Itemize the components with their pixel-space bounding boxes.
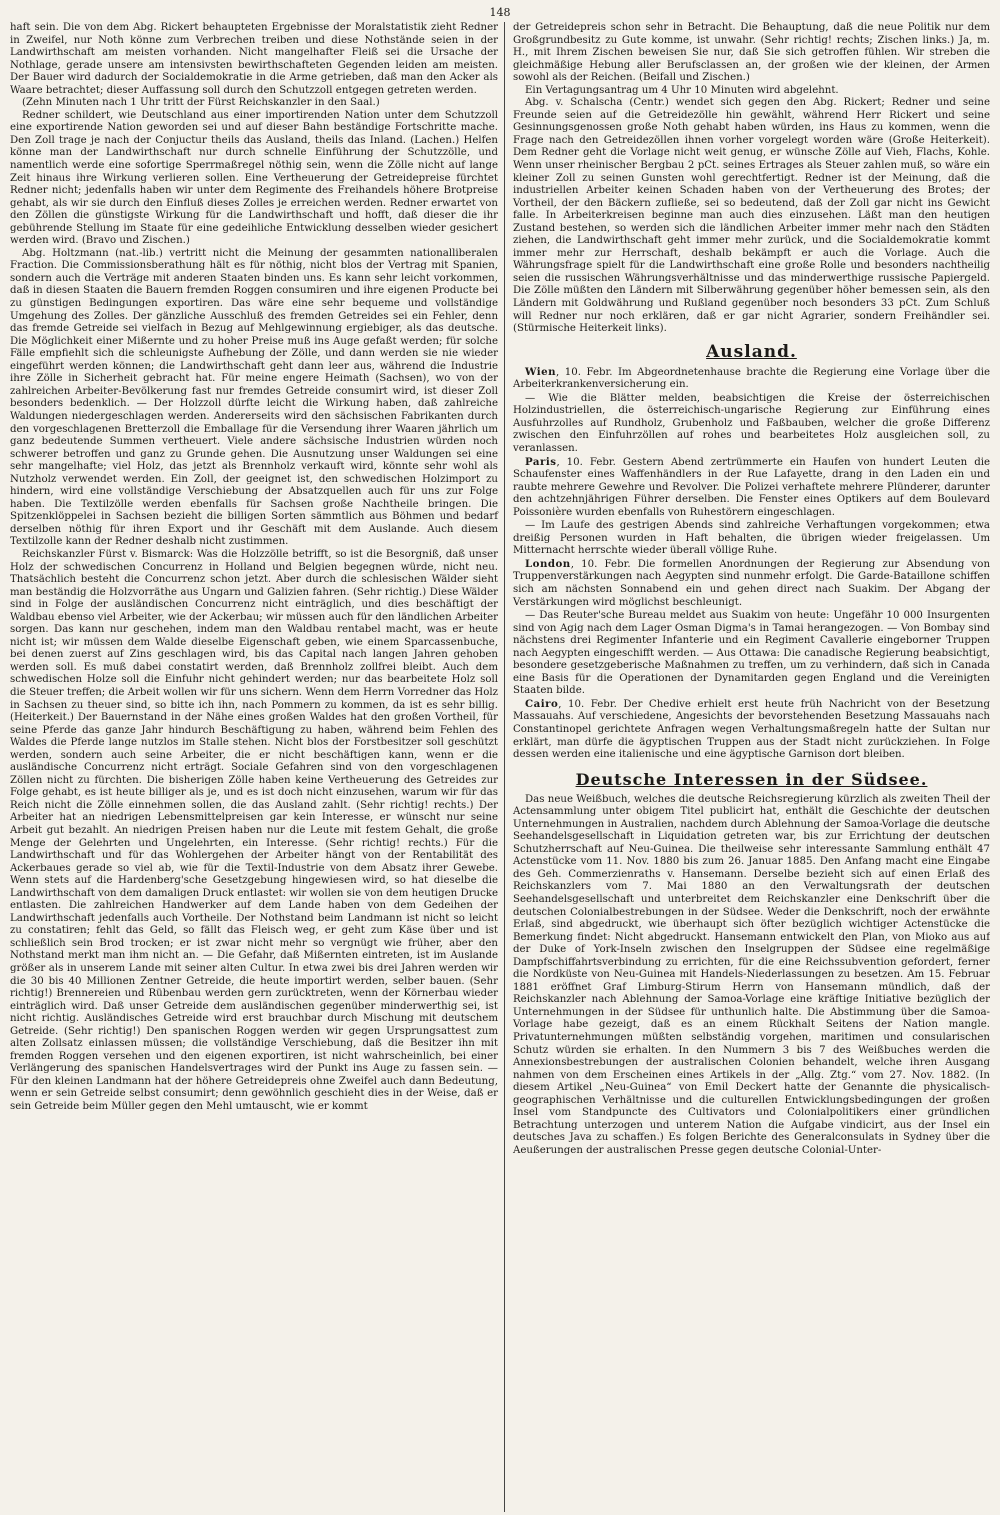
- news-text: , 10. Febr. Die formellen Anordnungen der Regierung zur Absendung von Truppenverstärkungen nach Aegypten sind nunmehr erfolgt. Die Garde-Bataillone schiffen sich am nächsten Sonnabend ein und gehen direct nach Suakim. Der Abgang der Verstärkungen wird möglichst beschleunigt.: [513, 558, 990, 608]
- right-column: [505, 22, 990, 1512]
- news-item: [513, 519, 990, 558]
- news-item: [513, 609, 990, 698]
- news-text: , 10. Febr. Im Abgeordnetenhause brachte die Regierung eine Vorlage über die Arbeiterkrankenversicherung ein.: [513, 366, 990, 391]
- news-text: — Das Reuter'sche Bureau meldet aus Suakim von heute: Ungefähr 10 000 Insurgenten sind von Agig nach dem Lager Osman Digma's in Tamai herangezogen. — Von Bombay sind nächstens drei Regimenter Infanterie und ein Regiment Cavallerie eingeborner Truppen nach Aegypten eingeschifft werden. — Aus Ottawa: Die canadische Regierung beabsichtigt, besondere gesetzgeberische Maßnahmen zu treffen, um zu verhindern, daß sich in Canada eine Basis für die Operationen der Dynamitarden gegen England und die Vereinigten Staaten bilde.: [513, 610, 990, 697]
- section-heading-ausland: Ausland.: [706, 341, 797, 362]
- news-place: Paris: [525, 455, 557, 468]
- section-heading-suedsee: Deutsche Interessen in der Südsee.: [575, 769, 928, 789]
- news-text: — Wie die Blätter melden, beabsichtigen die Kreise der österreichischen Holzindustriellen, die österreichisch-ungarische Regierung zur Einführung eines Ausfuhrzolles auf Rundholz, Grubenholz und Faßbauben, welcher die große Differenz zwischen den Einfuhrzöllen auf rohes und bearbeitetes Holz ausgleichen soll, zu veranlassen.: [513, 392, 990, 454]
- article-paragraph: Ein Vertagungsantrag um 4 Uhr 10 Minuten wird abgelehnt.: [525, 84, 839, 96]
- article-paragraph: Redner schildert, wie Deutschland aus einer importirenden Nation unter dem Schutzzoll eine exportirende Nation geworden sei und auf dieser Bahn beständige Fortschritte mache. Den Zoll trage je nach der Conjuctur theils das Ausland, theils das Inland. (Lachen.) Helfen könne man der Landwirthschaft nur durch schnelle Einführung der Schutzzölle, und namentlich werde eine sofortige Sperrmaßregel nöthig sein, wenn die Zölle nicht auf lange Zeit hinaus ihre Wirkung verlieren sollen. Eine Vertheuerung der Getreidepreise fürchtet Redner nicht; jedenfalls haben wir unter dem Regimente des Freihandels höhere Brotpreise gehabt, als wir sie durch den Einfluß dieses Zolles je erreichen werden. Redner erwartet von den Zöllen die günstigste Wirkung für die Landwirthschaft und hofft, daß dieser die ihr gebührende Stellung im Staate für eine gedeihliche Entwicklung desselben wieder gesichert werden wird. (Bravo und Zischen.): [10, 109, 498, 247]
- article-paragraph: Reichskanzler Fürst v. Bismarck: Was die Holzzölle betrifft, so ist die Besorgniß, daß unser Holz der schwedischen Concurrenz in Holland und Belgien begegnen würde, nicht neu. Thatsächlich besteht die Concurrenz schon jetzt. Aber durch die schlesischen Wälder sieht man beständig die Holzvorräthe aus Ungarn und Galizien fahren. (Sehr richtig.) Diese Wälder sind in Folge der ausländischen Concurrenz nicht einträglich, und dies beschäftigt der Waldbau ebenso viel Arbeiter, wie der Ackerbau; wir müssen auch für den ländlichen Arbeiter sorgen. Das kann nur geschehen, indem man den Waldbau rentabel macht, was er heute nicht ist; wir müssen dem Walde dieselbe Eigenschaft geben, wie einem Sparcassenbuche, bei denen zuerst auf Zins geschlagen wird, bis das Capital nach langen Jahren gehoben werden soll. Es muß dabei constatirt werden, daß Brennholz zollfrei bleibt. Auch dem schwedischen Holze soll die Einfuhr nicht gehindert werden; nur das bearbeitete Holz soll die Steuer treffen; die Arbeit wollen wir für uns sichern. Wenn dem Herrn Vorredner das Holz in Sachsen zu theuer sind, so bitte ich ihn, nach Pommern zu kommen, da ist es sehr billig. (Heiterkeit.) Der Bauernstand in der Nähe eines großen Waldes hat den großen Vortheil, für seine Pferde das ganze Jahr hindurch Beschäftigung zu haben, während beim Fehlen des Waldes die Pferde lange nutzlos im Stalle stehen. Nicht blos der Forstbesitzer soll geschützt werden, sondern auch seine Arbeiter, die er nicht beschäftigen kann, wenn er die ausländische Concurrenz nicht erträgt. Sociale Gefahren sind von den vorgeschlagenen Zöllen nicht zu fürchten. Die bisherigen Zölle haben keine Vertheuerung des Getreides zur Folge gehabt, es ist heute billiger als je, und es ist doch nicht einzusehen, warum wir für das Reich nicht die Zölle einnehmen sollen, die das Ausland zahlt. (Sehr richtig! rechts.) Der Arbeiter hat an niedrigen Lebensmittelpreisen gar kein Interesse, er wünscht nur seine Arbeit gut bezahlt. An niedrigen Preisen haben nur die Leute mit festem Gehalt, die große Menge der Gelehrten und Ungelehrten, ein Interesse. (Sehr richtig! rechts.) Für die Landwirthschaft und für das Wohlergehen der Arbeiter hängt von der Rentabilität des Ackerbaues gerade so viel ab, wie für die Textil-Industrie von dem Absatz ihrer Gewebe. Wenn stets auf die Hardenberg'sche Gesetzgebung hingewiesen wird, so hat dieselbe die Landwirthschaft von dem damaligen Druck entlastet: wir wollen sie von dem heutigen Drucke entlasten. Die zahlreichen Handwerker auf dem Lande haben von dem Gedeihen der Landwirthschaft jedenfalls auch Vortheile. Der Nothstand beim Landmann ist nicht so leicht zu constatiren; fehlt das Geld, so fällt das Fleisch weg, er geht zum Käse über und ist schließlich sein Brod trocken; er ist zwar nicht mehr so vergnügt wie früher, aber den Nothstand merkt man ihm nicht an. — Die Gefahr, daß Mißernten eintreten, ist im Auslande größer als in unserem Lande mit seiner alten Cultur. In etwa zwei bis drei Jahren werden wir die 30 bis 40 Millionen Zentner Getreide, die heute importirt werden, selber bauen. (Sehr richtig!) Brennereien und Rübenbau werden gern zurücktreten, wenn der Körnerbau wieder einträglich wird. Daß unser Getreide dem ausländischen gegenüber minderwerthig sei, ist nicht richtig. Ausländisches Getreide wird erst brauchbar durch Mischung mit deutschem Getreide. (Sehr richtig!) Den spanischen Roggen werden wir gegen Ursprungsattest zum alten Zollsatz einlassen müssen; die vollständige Verschiebung, daß die Besitzer ihn mit fremden Roggen versehen und den eigenen exportiren, ist nicht wahrscheinlich, bei einer Verlängerung des spanischen Handelsvertrages wird der Punkt ins Auge zu fassen sein. — Für den kleinen Landmann hat der höhere Getreidepreis ohne Zweifel auch dann Bedeutung, wenn er sein Getreide selbst consumirt; denn gewöhnlich geschieht dies in der Weise, daß er sein Getreide beim Müller gegen den Mehl umtauscht, wie er kommt: [10, 548, 498, 1113]
- news-place: Cairo: [525, 697, 559, 710]
- article-paragraph: Das neue Weißbuch, welches die deutsche Reichsregierung kürzlich als zweiten Theil der Actensammlung unter obigem Titel publicirt hat, enthält die Geschichte der deutschen Unternehmungen in Australien, nachdem durch Ablehnung der Samoa-Vorlage die deutsche Seehandelsgesellschaft in Liquidation getreten war, bis zur Errichtung der deutschen Schutzherrschaft auf Neu-Guinea. Die theilweise sehr interessante Sammlung enthält 47 Actenstücke vom 11. Nov. 1880 bis zum 26. Januar 1885. Den Anfang macht eine Eingabe des Geh. Commerzienraths v. Hansemann. Derselbe bezieht sich auf einen Erlaß des Reichskanzlers vom 7. Mai 1880 an den Verwaltungsrath der deutschen Seehandelsgesellschaft und unterbreitet dem Reichskanzler eine Denkschrift über die deutschen Colonialbestrebungen in der Südsee. Weder die Denkschrift, noch der erwähnte Erlaß, sind abgedruckt, wie überhaupt sich öfter bezüglich wichtiger Actenstücke die Bemerkung findet: Nicht abgedruckt. Hansemann entwickelt den Plan, von Mioko aus auf der Duke of York-Inseln zwischen den Inselgruppen der Südsee eine regelmäßige Dampfschiffahrtsverbindung zu errichten, für die eine Reichssubvention gefordert, ferner die Nordküste von Neu-Guinea mit Handels-Niederlassungen zu besetzen. Am 15. Februar 1881 eröffnet Graf Limburg-Stirum Herrn von Hansemann mündlich, daß der Reichskanzler nach Ablehnung der Samoa-Vorlage eine kräftige Initiative bezüglich der Unternehmungen in der Südsee für unthunlich halte. Die Abstimmung über die Samoa-Vorlage habe gezeigt, daß es an einem Rückhalt Seitens der Nation mangle. Privatunternehmungen müßten selbständig vorgehen, maritimen und consularischen Schutz würden sie erhalten. In den Nummern 3 bis 7 des Weißbuches werden die Annexionsbestrebungen der australischen Colonien behandelt, welche ihren Ausgang nahmen von dem Erscheinen eines Artikels in der „Allg. Ztg.“ vom 27. Nov. 1882. (In diesem Artikel „Neu-Guinea“ von Emil Deckert hatte der Genannte die physicalisch-geographischen Verhältnisse und die culturellen Entwicklungsbedingungen der großen Insel vom Standpuncte des Cultivators und Colonialpolitikers einer gründlichen Betrachtung unterzogen und unterem Nation die Aufgabe vindicirt, aus der Insel ein deutsches Java zu schaffen.) Es folgen Berichte des Generalconsulats in Sydney über die Aeußerungen der australischen Presse gegen deutsche Colonial-Unter-: [513, 793, 990, 1156]
- news-text: — Im Laufe des gestrigen Abends sind zahlreiche Verhaftungen vorgekommen; etwa dreißig Personen wurden in Haft behalten, die übrigen wieder freigelassen. Um Mitternacht herrschte wieder überall völlige Ruhe.: [513, 520, 990, 557]
- news-text: , 10. Febr. Der Chedive erhielt erst heute früh Nachricht von der Besetzung Massauahs. Auf verschiedene, Angesichts der bevorstehenden Besetzung Massauahs nach Constantinopel gerichtete Anfragen wegen Verhaltungsmaßregeln hatte der Sultan nur erklärt, man dürfe die ägyptischen Truppen aus der Stadt nicht zurückziehen. In Folge dessen werden eine italienische und eine ägyptische Garnison dort bleiben.: [513, 698, 990, 761]
- article-paragraph: (Zehn Minuten nach 1 Uhr tritt der Fürst Reichskanzler in den Saal.): [22, 97, 380, 109]
- news-item: [513, 456, 990, 520]
- article-paragraph: haft sein. Die von dem Abg. Rickert behaupteten Ergebnisse der Moralstatistik zieht Redner in Zweifel, nur Noth könne zum Verbrechen treiben und diese Nothstände seien in der Landwirthschaft am meisten vorhanden. Nicht mangelhafter Fleiß sei die Ursache der Nothlage, gerade unsere am intensivsten bewirthschafteten Gegenden leiden am meisten. Der Bauer wird dadurch der Socialdemokratie in die Arme getrieben, daß man den Acker als Waare betrachtet; dieser Auffassung soll durch den Schutzzoll entgegen getreten werden.: [10, 22, 498, 96]
- news-item: [513, 366, 990, 392]
- article-paragraph: Abg. v. Schalscha (Centr.) wendet sich gegen den Abg. Rickert; Redner und seine Freunde seien auf die Getreidezölle hin gewählt, während Herr Rickert und seine Gesinnungsgenossen große Noth gehabt haben würden, ins Haus zu kommen, wenn die Frage nach den Getreidezöllen ihnen vorher vorgelegt worden wäre (Große Heiterkeit). Dem Redner geht die Vorlage nicht weit genug, er wünsche Zölle auf Vieh, Flachs, Kohle. Wenn unser rheinischer Bergbau 2 pCt. seines Ertrages als Steuer zahlen muß, so wäre ein kleiner Zoll zu seinen Gunsten wohl gerechtfertigt. Redner ist der Meinung, daß die industriellen Arbeiter keinen Schaden haben von der Vertheuerung des Brotes; der Vortheil, der den Bäckern zufließe, sei so bedeutend, daß der Zoll gar nicht ins Gewicht falle. In Arbeiterkreisen beginne man auch dies einzusehen. Läßt man den heutigen Zustand bestehen, so werden sich die ländlichen Arbeiter immer mehr nach den Städten ziehen, die Landwirthschaft geht immer mehr zurück, und die Socialdemokratie kommt immer mehr zur Herrschaft, deshalb bekämpft er auch die Vorlage. Auch die Währungsfrage spielt für die Landwirthschaft eine große Rolle und besonders nachtheilig seien die russischen Währungsverhältnisse und das minderwerthige russische Papiergeld. Die Zölle müßten den Ländern mit Silberwährung gegenüber höher bemessen sein, als den Ländern mit Goldwährung und Rußland gegenüber noch besonders 33 pCt. Zum Schluß will Redner nur noch erklären, daß er gar nicht Agrarier, sondern Freihändler sei. (Stürmische Heiterkeit links).: [513, 97, 990, 335]
- left-column: [10, 22, 505, 1512]
- article-paragraph: Abg. Holtzmann (nat.-lib.) vertritt nicht die Meinung der gesammten nationalliberalen Fraction. Die Commissionsberathung hält es für nöthig, nicht blos der Vertrag mit Spanien, sondern auch die Verträge mit anderen Staaten binden uns. Es kann sehr leicht vorkommen, daß in diesen Staaten die Bauern fremden Roggen consumiren und ihre eigenen Producte bei zu günstigen Bedingungen exportiren. Das wäre eine sehr bequeme und vollständige Umgehung des Zolles. Der gänzliche Ausschluß des fremden Getreides sei ein Fehler, denn das fremde Getreide sei vielfach in Bezug auf Mehlgewinnung ergiebiger, als das deutsche. Die Möglichkeit einer Mißernte und zu hoher Preise muß ins Auge gefaßt werden; für solche Fälle empfiehlt sich die schleunigste Aufhebung der Zölle, und dann werden sie nie wieder eingeführt werden können; die Landwirthschaft geht dann leer aus, während die Industrie ihre Zölle in Sicherheit gebracht hat. Für meine engere Heimath (Sachsen), wo von der zahlreichen Arbeiter-Bevölkerung fast nur fremdes Getreide consumirt wird, ist dieser Zoll besonders bedenklich. — Der Holzzoll dürfte leicht die Wirkung haben, daß zahlreiche Waldungen niedergeschlagen werden. Andererseits wird den sächsischen Fabrikanten durch den vorgeschlagenen Bretterzoll die Emballage für die Versendung ihrer Waaren jährlich um ganz bedeutende Summen vertheuert. Viele andere sächsische Industrien würden noch schwerer betroffen und ganz zu Grunde gehen. Die Ausnutzung unser Waldungen sei eine sehr mangelhafte; viel Holz, das jetzt als Brennholz verkauft wird, könnte sehr wohl als Nutzholz verwendet werden. Ein Zoll, der geeignet ist, den schwedischen Holzimport zu hindern, wird eine vollständige Verschiebung der Absatzquellen auch für uns zur Folge haben. Die Textilzölle werden ebenfalls für Sachsen große Nachtheile bringen. Die Spitzenklöppelei in Sachsen bezieht die billigen Sorten sämmtlich aus Böhmen und bedarf derselben nöthig für ihren Export und ihr Geschäft mit dem Auslande. Auch diesem Textilzolle kann der Redner deshalb nicht zustimmen.: [10, 247, 498, 548]
- news-item: [513, 392, 990, 456]
- news-place: Wien: [525, 365, 557, 378]
- news-item: [513, 698, 990, 762]
- page-number: 148: [489, 6, 511, 19]
- news-item: [513, 558, 990, 609]
- columns: [10, 22, 990, 1512]
- news-text: , 10. Febr. Gestern Abend zertrümmerte ein Haufen von hundert Leuten die Schaufenster eines Waffenhändlers in der Rue Lafayette, drang in den Laden ein und raubte mehrere Gewehre und Revolver. Die Polizei verhaftete mehrere Plünderer, darunter den achtzehnjährigen Führer derselben. Die Fenster eines Optikers auf dem Boulevard Poissonière wurden ebenfalls von Ruhestörern eingeschlagen.: [513, 456, 990, 518]
- article-paragraph: der Getreidepreis schon sehr in Betracht. Die Behauptung, daß die neue Politik nur dem Großgrundbesitz zu Gute komme, ist unwahr. (Sehr richtig! rechts; Zischen links.) Ja, m. H., mit Ihrem Zischen beweisen Sie nur, daß Sie sich getroffen fühlen. Wir streben die gleichmäßige Hebung aller Berufsclassen an, der großen wie der kleinen, der Armen sowohl als der Reichen. (Beifall und Zischen.): [513, 22, 990, 84]
- news-place: London: [525, 557, 571, 570]
